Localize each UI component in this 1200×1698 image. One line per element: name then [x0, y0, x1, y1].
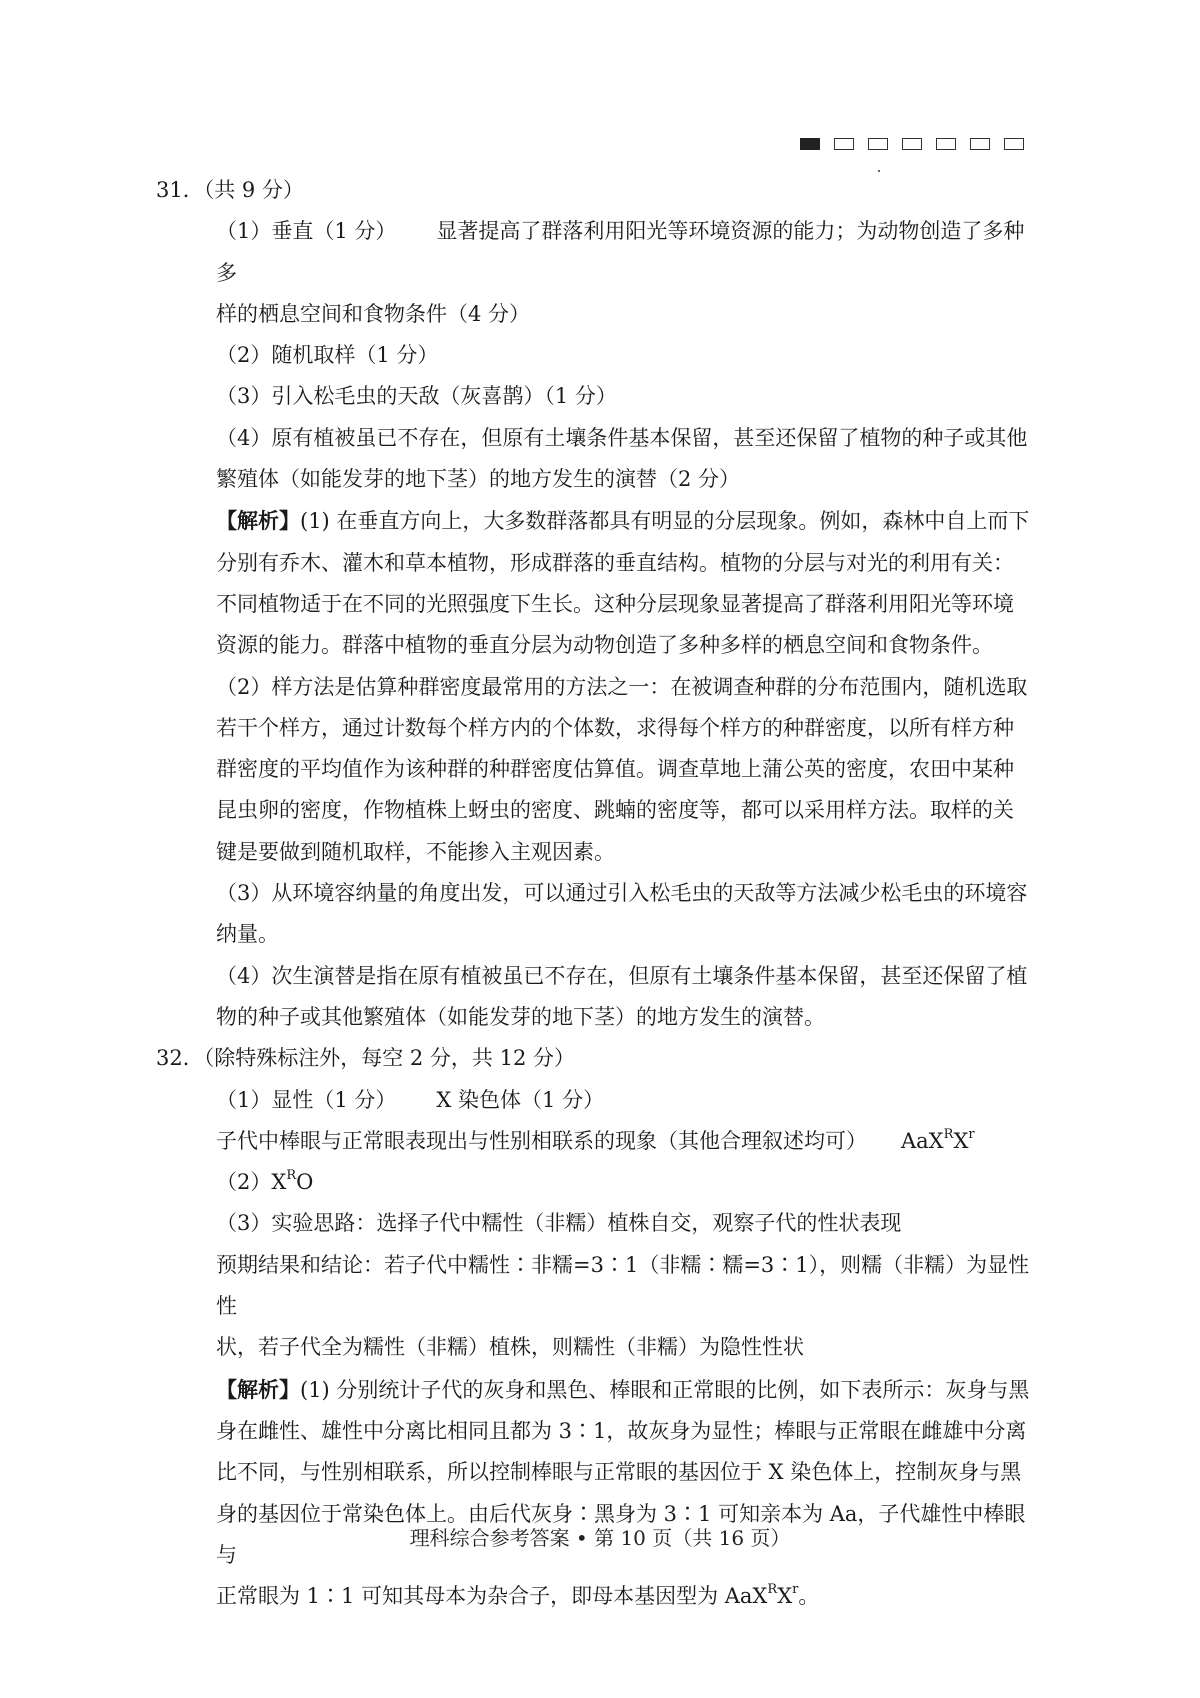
q31-analysis-line: 昆虫卵的密度，作物植株上蚜虫的密度、跳蝻的密度等，都可以采用样方法。取样的关 — [216, 798, 1014, 823]
progress-box — [902, 138, 922, 150]
page-progress-indicator — [800, 138, 1024, 150]
page-footer: 理科综合参考答案 • 第 10 页（共 16 页） — [409, 1526, 791, 1550]
q31-analysis-2: （2）样方法是估算种群密度最常用的方法之一：在被调查种群的分布范围内，随机选取 — [216, 674, 1028, 699]
q32-answer-1: （1）显性（1 分） X 染色体（1 分） — [216, 1087, 605, 1112]
genotype: $AaX^RX^r$ — [901, 1126, 975, 1153]
q32-analysis-line: 身的基因位于常染色体上。由后代灰身∶黑身为 3∶1 可知亲本为 Aa，子代雄性中棒眼与 — [216, 1501, 1026, 1567]
q32-analysis-line: 正常眼为 1∶1 可知其母本为杂合子，即母本基因型为 $AaX^RX^r$。 — [216, 1582, 820, 1609]
q31-analysis-line: 资源的能力。群落中植物的垂直分层为动物创造了多种多样的栖息空间和食物条件。 — [216, 633, 993, 658]
progress-box — [834, 138, 854, 150]
answer-content — [156, 170, 1032, 1617]
q32-analysis-line: 比不同，与性别相联系，所以控制棒眼与正常眼的基因位于 X 染色体上，控制灰身与黑 — [216, 1460, 1022, 1485]
q31-answer-1-cont: 样的栖息空间和食物条件（4 分） — [216, 301, 531, 326]
progress-box — [936, 138, 956, 150]
progress-box — [868, 138, 888, 150]
q31-analysis-line: 键是要做到随机取样，不能掺入主观因素。 — [216, 839, 615, 864]
q32-answer-1-line2: 子代中棒眼与正常眼表现出与性别相联系的现象（其他合理叙述均可） $AaX^RX^r$ — [216, 1126, 975, 1153]
q32-answer-2: $(2)X^RO$ — [216, 1168, 314, 1195]
q31-answer-3: （3）引入松毛虫的天敌（灰喜鹊）（1 分） — [216, 384, 617, 409]
q31-analysis-4: （4）次生演替是指在原有植被虽已不存在，但原有土壤条件基本保留，甚至还保留了植 — [216, 963, 1028, 988]
q31-analysis-line: 群密度的平均值作为该种群的种群密度估算值。调查草地上蒲公英的密度，农田中某种 — [216, 757, 1014, 782]
q32-answer-3-result: 预期结果和结论：若子代中糯性∶非糯=3∶1（非糯∶糯=3∶1），则糯（非糯）为显性性 — [216, 1252, 1030, 1319]
q31-analysis-line: 物的种子或其他繁殖体（如能发芽的地下茎）的地方发生的演替。 — [216, 1004, 825, 1029]
analysis-tag: 【解析】 — [216, 508, 300, 534]
q31-analysis-line: 纳量。 — [216, 922, 279, 947]
q32-analysis-line: 身在雌性、雄性中分离比相同且都为 3∶1，故灰身为显性；棒眼与正常眼在雌雄中分离 — [216, 1418, 1027, 1443]
q31-analysis-line: 若干个样方，通过计数每个样方内的个体数，求得每个样方的种群密度，以所有样方种 — [216, 715, 1014, 740]
progress-box — [1004, 138, 1024, 150]
q31-answer-4: （4）原有植被虽已不存在，但原有土壤条件基本保留，甚至还保留了植物的种子或其他 — [216, 425, 1028, 450]
q31-answer-1: （1）垂直（1 分） 显著提高了群落利用阳光等环境资源的能力；为动物创造了多种多 — [216, 219, 1025, 285]
q31-analysis-1: 【解析】(1) 在垂直方向上，大多数群落都具有明显的分层现象。例如，森林中自上而下 — [216, 508, 1030, 534]
analysis-tag: 【解析】 — [216, 1376, 300, 1402]
progress-box — [970, 138, 990, 150]
q31-title: 31．（共 9 分） — [156, 178, 304, 202]
q31-analysis-line: 分别有乔木、灌木和草本植物，形成群落的垂直结构。植物的分层与对光的利用有关： — [216, 550, 1014, 575]
q31-analysis-3: （3）从环境容纳量的角度出发，可以通过引入松毛虫的天敌等方法减少松毛虫的环境容 — [216, 881, 1028, 906]
q32-answer-3-result-cont: 状，若子代全为糯性（非糯）植株，则糯性（非糯）为隐性性状 — [216, 1335, 804, 1360]
q31-answer-2: （2）随机取样（1 分） — [216, 343, 439, 368]
q32-answer-3: （3）实验思路：选择子代中糯性（非糯）植株自交，观察子代的性状表现 — [216, 1211, 902, 1236]
q32-title: 32．（除特殊标注外，每空 2 分，共 12 分） — [156, 1046, 576, 1071]
q31-answer-4-cont: 繁殖体（如能发芽的地下茎）的地方发生的演替（2 分） — [216, 467, 741, 492]
q31-analysis-line: 不同植物适于在不同的光照强度下生长。这种分层现象显著提高了群落利用阳光等环境 — [216, 591, 1014, 616]
progress-box-filled — [800, 138, 820, 150]
q32-analysis-1: 【解析】(1) 分别统计子代的灰身和黑色、棒眼和正常眼的比例，如下表所示：灰身与黑 — [216, 1376, 1030, 1402]
